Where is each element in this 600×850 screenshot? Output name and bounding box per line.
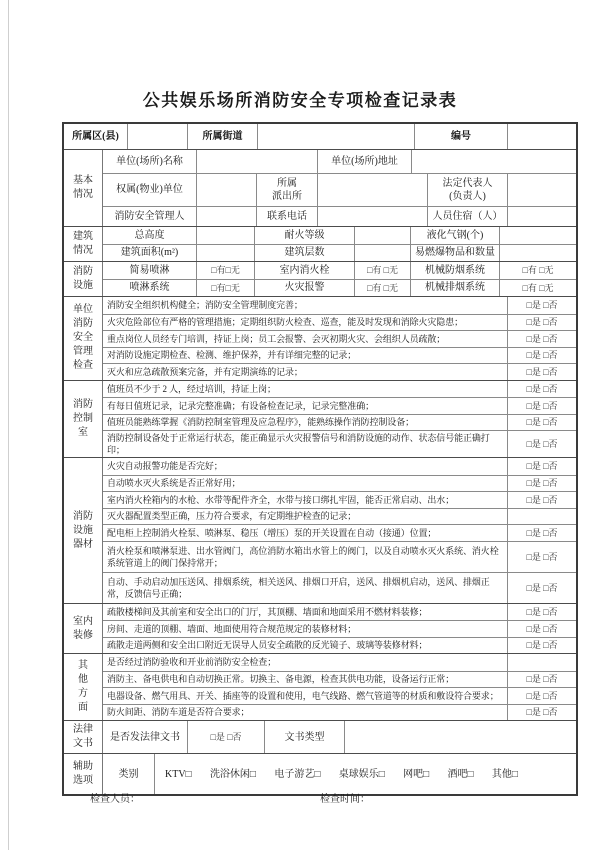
scan-edge-line: [8, 0, 9, 850]
police-station-label-line2: 派出所: [272, 191, 302, 202]
floor-area-input-cell[interactable]: [196, 245, 254, 261]
fire-alarm-checkboxes[interactable]: □有 □无: [354, 280, 410, 296]
yes-no-checkboxes[interactable]: □是 □否: [507, 331, 576, 347]
police-station-input-cell[interactable]: [317, 174, 427, 206]
fire-rating-input-cell[interactable]: [354, 227, 410, 244]
legal-row: [103, 721, 576, 753]
floor-area-label: 建筑面积(m²): [120, 247, 179, 259]
inspection-item-row: [103, 604, 576, 621]
inspection-item-row: [103, 524, 576, 541]
inspection-item-row: [103, 458, 576, 475]
control-room-section-label: 消防控制室: [64, 381, 103, 458]
option-internet-cafe-checkbox[interactable]: 网吧□: [403, 768, 430, 780]
total-height-input-cell[interactable]: [196, 227, 254, 244]
inspection-item-row: [103, 414, 576, 431]
sprinkler-system-checkboxes[interactable]: □有□无: [196, 280, 254, 296]
inspection-item-text: 疏散楼梯间及其前室和安全出口的门厅，其顶棚、墙面和地面采用不燃材料装修；: [107, 606, 428, 617]
inspection-item-text: 是否经过消防验收和开业前消防安全检查；: [107, 657, 277, 668]
equipment-section: [64, 457, 576, 603]
inspection-item-row: [103, 541, 576, 572]
street-label: 所属街道: [187, 124, 257, 149]
inspection-item-row: [103, 314, 576, 331]
top-header-row: [64, 124, 576, 149]
mgmt-section: [64, 296, 576, 380]
yes-no-checkboxes[interactable]: □是 □否: [507, 348, 576, 364]
property-owner-input-cell[interactable]: [196, 174, 256, 206]
inspection-item-row: [103, 475, 576, 492]
doc-type-input-cell[interactable]: [344, 721, 576, 753]
number-label: 编号: [414, 124, 507, 149]
legal-rep-label-line1: 法定代表人: [442, 177, 493, 189]
inspection-item-row: [103, 704, 576, 721]
inspection-item-row: [103, 363, 576, 380]
building-section-label: 建筑情况: [64, 227, 103, 261]
yes-no-checkboxes[interactable]: □是 □否: [507, 672, 576, 688]
footer-line: [62, 790, 578, 805]
unit-address-input-cell[interactable]: [411, 150, 576, 173]
inspection-item-row: [103, 297, 576, 314]
street-input-cell[interactable]: [257, 124, 414, 149]
yes-no-checkboxes[interactable]: □是 □否: [507, 604, 576, 621]
phone-label: 联系电话: [256, 207, 317, 226]
yes-no-checkboxes[interactable]: □是 □否: [507, 398, 576, 414]
flammables-input-cell[interactable]: [499, 245, 576, 261]
yes-no-checkboxes[interactable]: □是 □否: [507, 621, 576, 637]
floor-count-label: 建筑层数: [254, 245, 354, 261]
form-title: 公共娱乐场所消防安全专项检查记录表: [142, 91, 458, 110]
yes-no-checkboxes[interactable]: □是 □否: [507, 364, 576, 380]
inspection-item-row: [103, 671, 576, 688]
yes-no-checkboxes[interactable]: □是 □否: [507, 492, 576, 508]
inspection-item-text: 消防控制设备处于正常运行状态，能正确显示火灾报警信号和消防设施的动作、状态信号能正确打印；: [107, 433, 490, 456]
sprinkler-system-label: 喷淋系统: [129, 282, 170, 294]
inspection-item-row: [103, 430, 576, 457]
other-section-label-line1: 其 他: [78, 660, 88, 686]
option-bath-leisure-checkbox[interactable]: 洗浴休闲□: [209, 768, 256, 780]
yes-no-checkboxes[interactable]: □是 □否: [507, 573, 576, 603]
option-ktv-checkbox[interactable]: KTV□: [165, 768, 192, 780]
empty-check-cell[interactable]: [507, 654, 576, 671]
flammables-label: 易燃爆物品和数量: [410, 245, 499, 261]
fire-rating-label: 耐火等级: [254, 227, 354, 244]
mgmt-section-label: 单位消防安全管理检查: [64, 297, 103, 380]
inspection-item-row: [103, 654, 576, 671]
unit-name-label: 单位(场所)名称: [116, 155, 183, 167]
lodging-input-cell[interactable]: [507, 207, 576, 226]
option-arcade-checkbox[interactable]: 电子游艺□: [274, 768, 321, 780]
total-height-label: 总高度: [134, 229, 165, 241]
fire-safety-manager-label: 消防安全管理人: [114, 210, 185, 222]
option-other-checkbox[interactable]: 其他□: [491, 768, 518, 780]
simple-sprinkler-checkboxes[interactable]: □有□无: [196, 262, 254, 279]
inspection-item-text: 灭火器配置类型正确，压力符合要求，有定期维护检查的记录；: [107, 511, 357, 522]
yes-no-checkboxes[interactable]: □是 □否: [507, 688, 576, 704]
legal-rep-label-line2: (负责人): [449, 191, 486, 202]
legal-section: [64, 720, 576, 753]
yes-no-checkboxes[interactable]: □是 □否: [507, 297, 576, 314]
inspection-item-text: 值班员不少于 2 人，经过培训，持证上岗；: [107, 383, 276, 394]
inspection-item-text: 消防主、备电供电和自动切换正常。切换主、备电源，检查其供电功能，设备运行正常；: [107, 674, 455, 685]
inspection-item-text: 重点岗位人员经专门培训，持证上岗；员工会报警、会灭初期火灾、会组织人员疏散；: [107, 333, 446, 344]
facilities-row-1: [103, 262, 576, 279]
legal-yes-no-checkboxes[interactable]: □是 □否: [187, 721, 264, 753]
yes-no-checkboxes[interactable]: □是 □否: [507, 705, 576, 721]
yes-no-checkboxes[interactable]: □是 □否: [507, 638, 576, 654]
aux-section: [64, 753, 576, 794]
option-billiards-checkbox[interactable]: 桌球娱乐□: [338, 768, 385, 780]
inspection-item-row: [103, 397, 576, 414]
category-options: [154, 754, 576, 794]
floor-count-input-cell[interactable]: [354, 245, 410, 261]
building-row-1: [103, 227, 576, 244]
facilities-section-label: 消防设施: [64, 262, 103, 296]
main-table: [62, 122, 578, 796]
yes-no-checkboxes[interactable]: □是 □否: [507, 415, 576, 431]
inspection-item-text: 对消防设施定期检查、检测、维护保养，并有详细完整的记录；: [107, 350, 357, 361]
interior-section: [64, 603, 576, 654]
yes-no-checkboxes[interactable]: □是 □否: [507, 431, 576, 457]
fire-safety-manager-input-cell[interactable]: [196, 207, 256, 226]
gas-cylinder-input-cell[interactable]: [499, 227, 576, 244]
basic-row-2: [103, 173, 576, 206]
lodging-label: 人员住宿（人）: [427, 207, 507, 226]
property-owner-label: 权属(物业)单位: [116, 184, 183, 196]
control-room-section: [64, 380, 576, 458]
inspection-time-label: 检查时间：: [320, 794, 370, 805]
inspection-item-row: [103, 347, 576, 364]
yes-no-checkboxes[interactable]: □是 □否: [507, 458, 576, 475]
inspection-item-row: [103, 491, 576, 508]
unit-address-label: 单位(场所)地址: [317, 150, 411, 173]
inspection-item-text: 房间、走道的顶棚、墙面、地面使用符合规范规定的装修材料；: [107, 623, 357, 634]
category-label: 类别: [118, 768, 139, 780]
smoke-prevention-label: 机械防烟系统: [410, 262, 499, 279]
empty-check-cell[interactable]: [507, 509, 576, 525]
fire-alarm-label: 火灾报警: [254, 280, 354, 296]
inspection-item-text: 电器设备、燃气用具、开关、插座等的设置和使用，电气线路、燃气管道等的材质和敷设符合要求；: [107, 690, 499, 701]
doc-type-label: 文书类型: [264, 721, 344, 753]
inspection-item-row: [103, 620, 576, 637]
number-input-cell[interactable]: [507, 124, 576, 149]
yes-no-checkboxes[interactable]: □是 □否: [507, 542, 576, 572]
building-row-2: [103, 244, 576, 261]
indoor-hydrant-label: 室内消火栓: [254, 262, 354, 279]
aux-section-label: 辅助选项: [64, 754, 103, 794]
basic-row-1: [103, 150, 576, 173]
phone-input-cell[interactable]: [317, 207, 427, 226]
inspection-item-row: [103, 572, 576, 603]
inspection-item-row: [103, 330, 576, 347]
region-label: 所属区(县): [72, 130, 119, 142]
inspection-item-text: 自动喷水灭火系统是否正常好用；: [107, 478, 241, 489]
inspection-item-text: 火灾自动报警功能是否完好；: [107, 461, 223, 472]
aux-row: [103, 754, 576, 794]
equipment-section-label: 消防设施器材: [64, 458, 103, 603]
yes-no-checkboxes[interactable]: □是 □否: [507, 525, 576, 541]
inspection-item-text: 防火间距、消防车道是否符合要求；: [107, 707, 250, 718]
yes-no-checkboxes[interactable]: □是 □否: [507, 476, 576, 492]
basic-row-3: [103, 206, 576, 226]
facilities-row-2: [103, 279, 576, 296]
unit-name-input-cell[interactable]: [196, 150, 317, 173]
inspection-item-text: 消防安全组织机构健全；消防安全管理制度完善；: [107, 300, 303, 311]
smoke-exhaust-checkboxes[interactable]: □有 □无: [499, 280, 576, 296]
indoor-hydrant-checkboxes[interactable]: □有 □无: [354, 262, 410, 279]
inspection-item-row: [103, 637, 576, 654]
police-station-label: [256, 174, 317, 206]
legal-rep-label: [427, 174, 507, 206]
inspection-item-text: 灭火和应急疏散预案完备，并有定期演练的记录；: [107, 366, 303, 377]
other-section: [64, 653, 576, 720]
inspection-item-row: [103, 381, 576, 398]
other-section-label: [64, 654, 103, 720]
inspection-item-text: 有每日值班记录，记录完整准确；有设备检查记录，记录完整准确；: [107, 400, 375, 411]
smoke-prevention-checkboxes[interactable]: □有 □无: [499, 262, 576, 279]
police-station-label-line1: 所属: [277, 177, 297, 189]
inspection-item-row: [103, 508, 576, 525]
interior-section-label: 室内装修: [64, 604, 103, 654]
inspection-item-text: 火灾危险部位有严格的管理措施；定期组织防火检查、巡查，能及时发现和消除火灾隐患；: [107, 317, 464, 328]
yes-no-checkboxes[interactable]: □是 □否: [507, 381, 576, 398]
inspection-item-row: [103, 687, 576, 704]
yes-no-checkboxes[interactable]: □是 □否: [507, 315, 576, 331]
inspection-item-text: 配电柜上控制消火栓泵、喷淋泵、稳压（增压）泵的开关设置在自动（接通）位置；: [107, 527, 437, 538]
inspection-item-text: 自动、手动启动加压送风、排烟系统，相关送风、排烟口开启，送风、排烟机启动，送风、排烟正常，反馈信号正确；: [107, 576, 490, 599]
inspector-label: 检查人员：: [90, 794, 140, 805]
legal-rep-input-cell[interactable]: [507, 174, 576, 206]
legal-question-label: 是否发法律文书: [110, 731, 180, 743]
basic-section-label: 基本情况: [64, 150, 103, 226]
option-bar-checkbox[interactable]: 酒吧□: [447, 768, 474, 780]
other-section-label-line2: 方 面: [78, 688, 88, 714]
simple-sprinkler-label: 简易喷淋: [129, 264, 170, 276]
gas-cylinder-label: 液化气钢(个): [410, 227, 499, 244]
inspection-item-text: 室内消火栓箱内的水枪、水带等配件齐全，水带与接口绑扎牢固，能否正常启动、出水；: [107, 494, 455, 505]
inspection-item-text: 值班员能熟练掌握《消防控制室管理及应急程序》，能熟练操作消防控制设备；: [107, 417, 415, 428]
inspection-item-text: 消火栓泵和喷淋泵进、出水管阀门，高位消防水箱出水管上的阀门，以及自动喷水灭火系统、消火栓系统管道上的阀门保持常开；: [107, 545, 499, 568]
facilities-section: [64, 261, 576, 296]
region-input-cell[interactable]: [127, 124, 187, 149]
building-section: [64, 226, 576, 261]
inspection-item-text: 疏散走道两侧和安全出口附近无误导人员安全疏散的反光镜子、玻璃等装修材料；: [107, 640, 428, 651]
smoke-exhaust-label: 机械排烟系统: [410, 280, 499, 296]
basic-info-section: [64, 149, 576, 226]
legal-section-label: 法律文书: [64, 721, 103, 753]
